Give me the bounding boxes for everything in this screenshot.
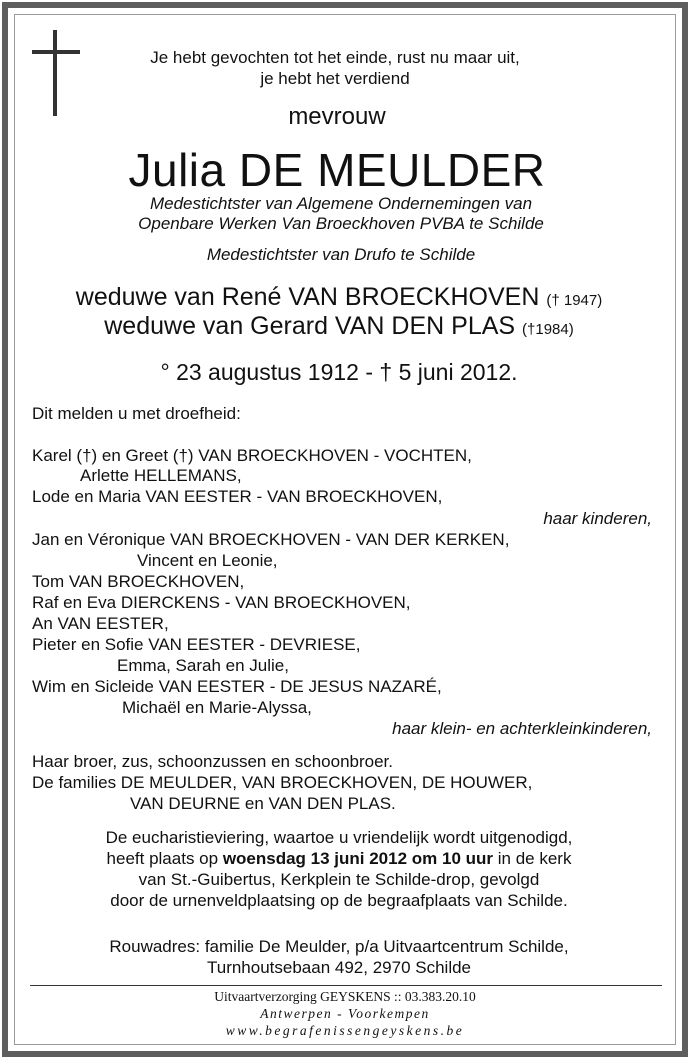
others-line-2: De families DE MEULDER, VAN BROECKHOVEN, DE HOUWER, bbox=[32, 773, 533, 792]
motto-line-2: je hebt het verdiend bbox=[260, 69, 410, 88]
widow-line-1: weduwe van René VAN BROECKHOVEN († 1947) bbox=[75, 283, 603, 311]
deceased-name: Julia DE MEULDER bbox=[128, 144, 546, 196]
title-prefix: mevrouw bbox=[288, 103, 386, 130]
family-line: Tom VAN BROECKHOVEN, bbox=[32, 572, 245, 591]
role-line-1: Medestichtster van Algemene Ondernemingen van bbox=[149, 194, 533, 213]
others-line-1: Haar broer, zus, schoonzussen en schoonbroer. bbox=[32, 752, 393, 771]
life-dates: ° 23 augustus 1912 - † 5 juni 2012. bbox=[160, 359, 518, 385]
family-line: Michaël en Marie-Alyssa, bbox=[122, 698, 312, 717]
motto-line-1: Je hebt gevochten tot het einde, rust nu maar uit, bbox=[150, 48, 520, 67]
family-line: Wim en Sicleide VAN EESTER - DE JESUS NAZARÉ, bbox=[32, 677, 442, 696]
ceremony-line-4: door de urnenveldplaatsing op de begraafplaats van Schilde. bbox=[110, 891, 568, 910]
intro-text: Dit melden u met droefheid: bbox=[32, 404, 241, 423]
footer-website: www.begrafenissengeyskens.be bbox=[225, 1023, 465, 1038]
family-line: Arlette HELLEMANS, bbox=[80, 466, 242, 485]
widow-line-2: weduwe van Gerard VAN DEN PLAS (†1984) bbox=[104, 312, 574, 340]
ceremony-line-2: heeft plaats op woensdag 13 juni 2012 om 10 uur in de kerk bbox=[106, 849, 572, 868]
footer-company: Uitvaartverzorging GEYSKENS :: 03.383.20.10 bbox=[214, 989, 476, 1004]
family-relation: haar kinderen, bbox=[543, 509, 652, 528]
family-line: Vincent en Leonie, bbox=[137, 551, 278, 570]
footer-divider bbox=[30, 985, 662, 986]
family-line: Karel (†) en Greet (†) VAN BROECKHOVEN - VOCHTEN, bbox=[32, 446, 472, 465]
family-line: Pieter en Sofie VAN EESTER - DEVRIESE, bbox=[32, 635, 361, 654]
role-line-3: Medestichtster van Drufo te Schilde bbox=[206, 245, 476, 264]
role-line-2: Openbare Werken Van Broeckhoven PVBA te Schilde bbox=[138, 214, 544, 233]
family-line: Raf en Eva DIERCKENS - VAN BROECKHOVEN, bbox=[32, 593, 411, 612]
ceremony-line-3: van St.-Guibertus, Kerkplein te Schilde-drop, gevolgd bbox=[138, 870, 540, 889]
family-line: Emma, Sarah en Julie, bbox=[117, 656, 289, 675]
family-line: An VAN EESTER, bbox=[32, 614, 169, 633]
footer-region: Antwerpen - Voorkempen bbox=[260, 1006, 430, 1021]
address-line-2: Turnhoutsebaan 492, 2970 Schilde bbox=[206, 958, 471, 977]
ceremony-line-1: De eucharistieviering, waartoe u vriendelijk wordt uitgenodigd, bbox=[105, 828, 573, 847]
family-relation: haar klein- en achterkleinkinderen, bbox=[392, 719, 652, 738]
family-line: Jan en Véronique VAN BROECKHOVEN - VAN DER KERKEN, bbox=[32, 530, 510, 549]
family-line: Lode en Maria VAN EESTER - VAN BROECKHOVEN, bbox=[32, 487, 443, 506]
others-line-3: VAN DEURNE en VAN DEN PLAS. bbox=[130, 794, 396, 813]
address-line-1: Rouwadres: familie De Meulder, p/a Uitvaartcentrum Schilde, bbox=[109, 937, 569, 956]
ceremony-datetime: woensdag 13 juni 2012 om 10 uur bbox=[222, 849, 494, 868]
